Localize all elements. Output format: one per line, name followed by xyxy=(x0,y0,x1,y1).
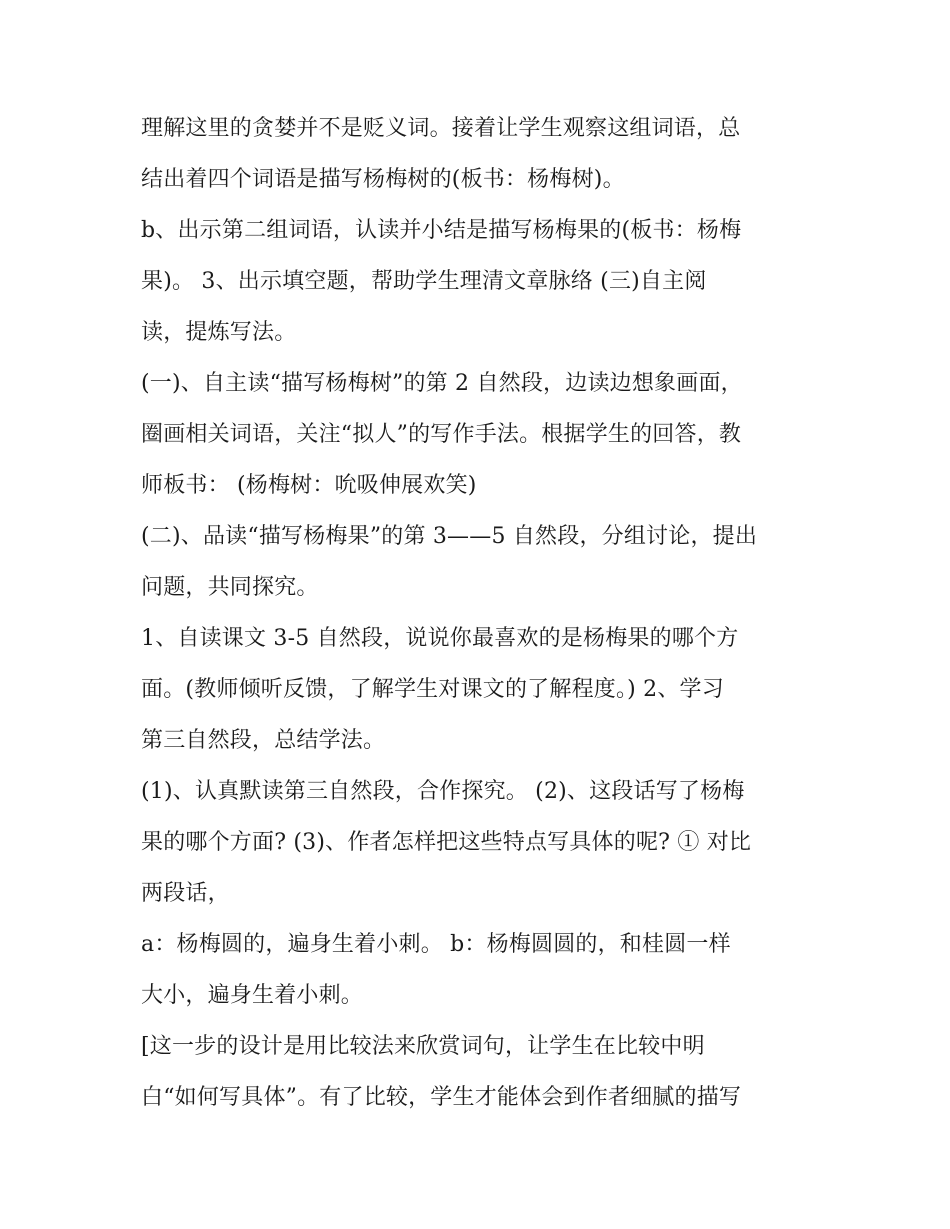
text-line: [这一步的设计是用比较法来欣赏词句，让学生在比较中明 xyxy=(141,1034,705,1059)
text-line: 第三自然段，总结学法。 xyxy=(141,728,386,753)
text-line: 两段话， xyxy=(141,881,230,906)
text-line: 果)。 3、出示填空题，帮助学生理清文章脉络 (三)自主阅 xyxy=(141,269,707,294)
text-line: (二)、品读“描写杨梅果”的第 3——5 自然段，分组讨论，提出 xyxy=(141,524,758,549)
text-line: 圈画相关词语，关注“拟人”的写作手法。根据学生的回答，教 xyxy=(141,422,742,447)
text-line: b、出示第二组词语，认读并小结是描写杨梅果的(板书：杨梅 xyxy=(141,218,742,243)
text-line: 果的哪个方面? (3)、作者怎样把这些特点写具体的呢? ① 对比 xyxy=(141,830,752,855)
text-line: a：杨梅圆的，遍身生着小刺。 b：杨梅圆圆的，和桂圆一样 xyxy=(141,932,731,957)
text-line: 白“如何写具体”。有了比较，学生才能体会到作者细腻的描写 xyxy=(141,1085,742,1110)
text-line: 大小，遍身生着小刺。 xyxy=(141,983,364,1008)
text-line: (1)、认真默读第三自然段，合作探究。 (2)、这段话写了杨梅 xyxy=(141,779,745,804)
text-line: 1、自读课文 3-5 自然段，说说你最喜欢的是杨梅果的哪个方 xyxy=(141,626,739,651)
text-line: 面。(教师倾听反馈，了解学生对课文的了解程度。) 2、学习 xyxy=(141,677,724,702)
text-line: (一)、自主读“描写杨梅树”的第 2 自然段，边读边想象画面， xyxy=(141,371,743,396)
text-line: 问题，共同探究。 xyxy=(141,575,319,600)
text-line: 师板书： (杨梅树：吮吸伸展欢笑) xyxy=(141,473,477,498)
text-line: 结出着四个词语是描写杨梅树的(板书：杨梅树)。 xyxy=(141,167,625,192)
text-line: 理解这里的贪婪并不是贬义词。接着让学生观察这组词语，总 xyxy=(141,116,741,141)
text-line: 读，提炼写法。 xyxy=(141,320,297,345)
